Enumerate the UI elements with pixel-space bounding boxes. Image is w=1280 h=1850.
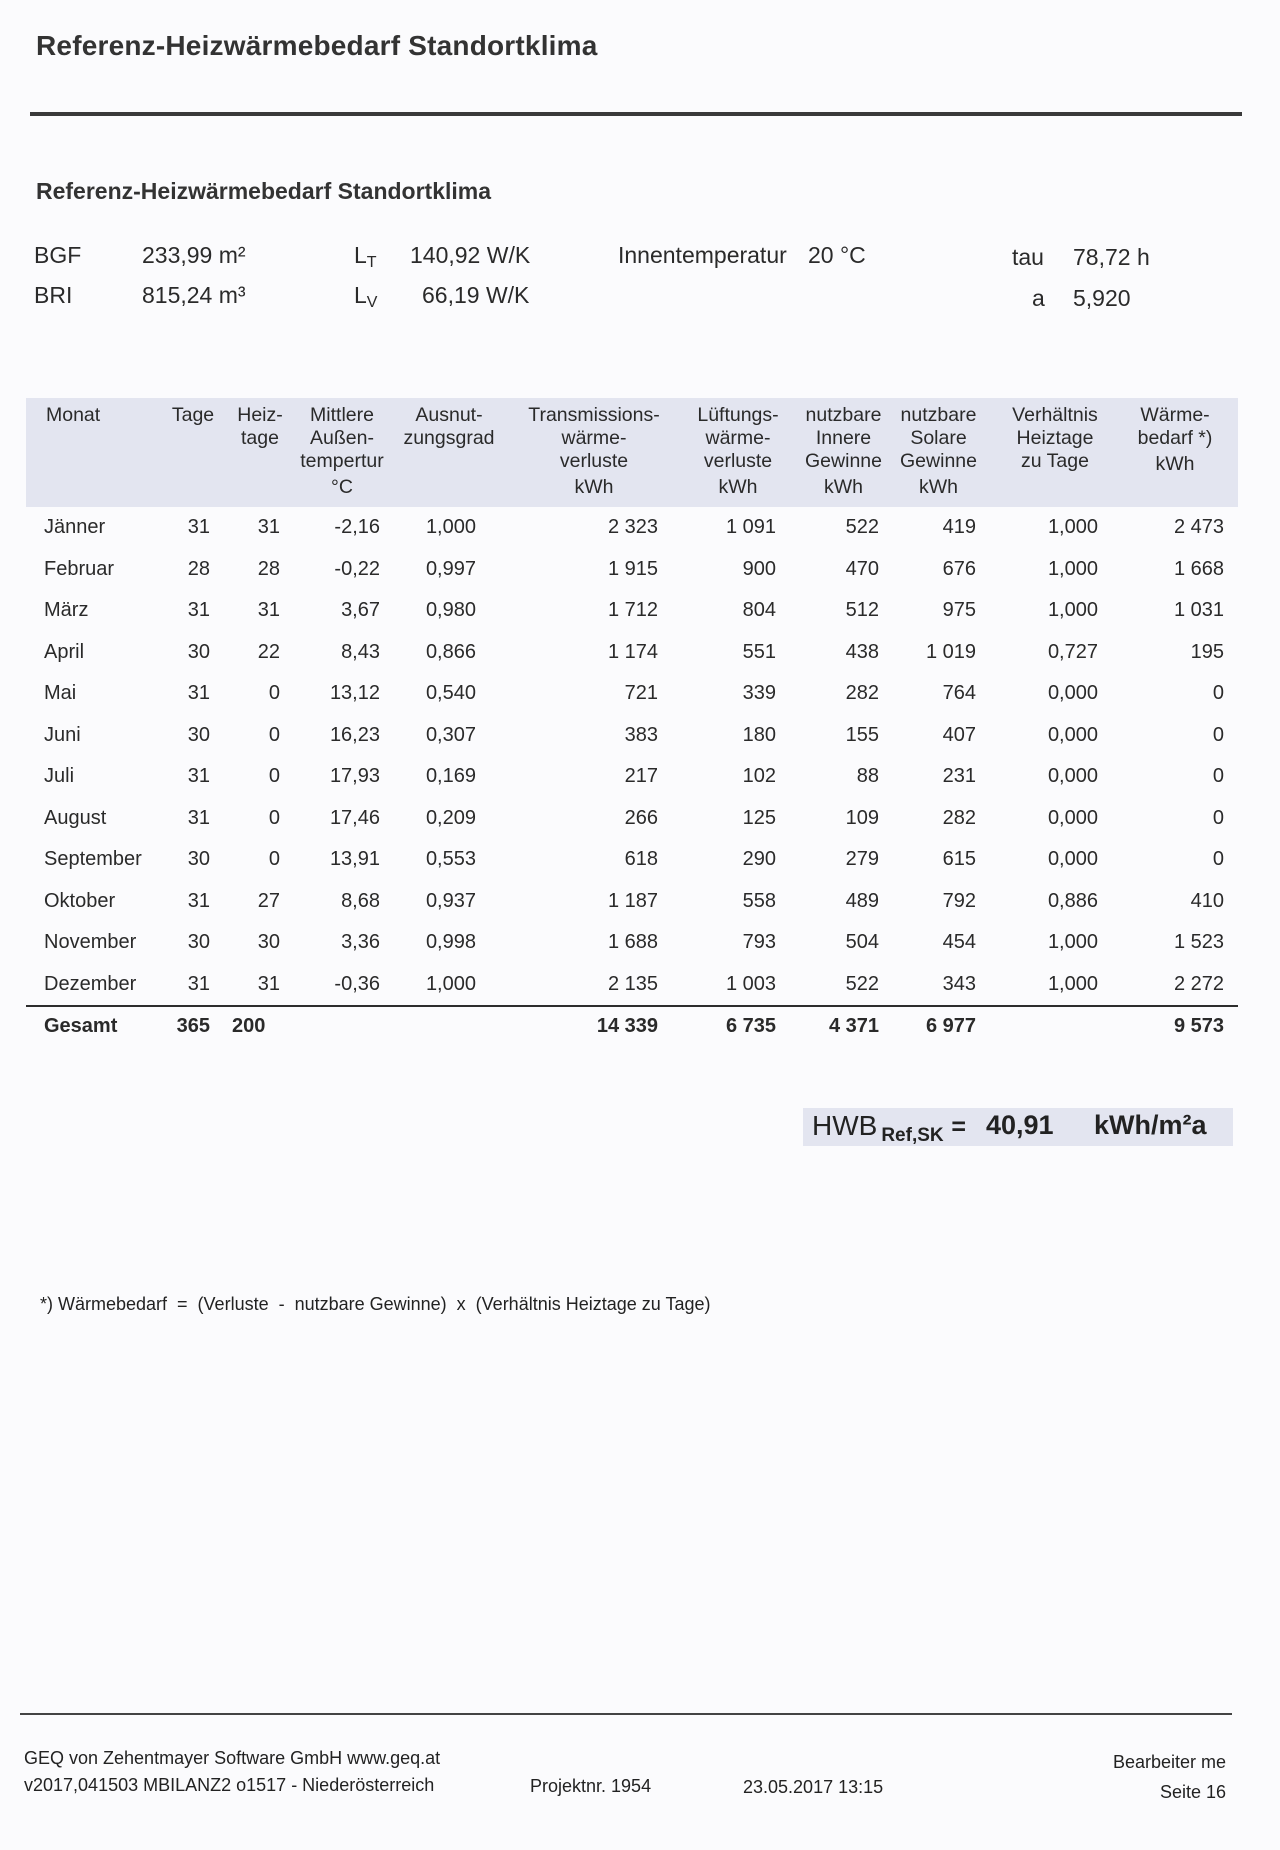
value-cell: 8,43 xyxy=(341,640,380,663)
column-header: Transmissions- wärme- verluste kWh xyxy=(508,398,680,507)
value-cell: 0,000 xyxy=(1047,806,1098,829)
bri-value: 815,24 m³ xyxy=(142,282,246,308)
value-cell: 1 688 xyxy=(607,931,658,954)
value-cell: 30 xyxy=(187,723,210,746)
table-row xyxy=(26,881,1238,923)
month-cell: April xyxy=(44,640,85,663)
value-cell: 31 xyxy=(257,516,280,539)
footer-divider xyxy=(20,1713,1232,1715)
table-row xyxy=(26,715,1238,757)
value-cell: 22 xyxy=(257,640,280,663)
title-divider xyxy=(30,112,1242,116)
value-cell: 558 xyxy=(742,889,776,912)
value-cell: 1,000 xyxy=(1047,557,1098,580)
value-cell: 31 xyxy=(187,806,210,829)
value-cell: 125 xyxy=(742,806,776,829)
value-cell: 793 xyxy=(742,931,776,954)
month-cell: November xyxy=(44,931,137,954)
table-body xyxy=(26,507,1238,1045)
value-cell: 1,000 xyxy=(1047,972,1098,995)
value-cell: 102 xyxy=(742,765,776,788)
value-cell: 1 523 xyxy=(1173,931,1224,954)
value-cell: 721 xyxy=(624,682,658,705)
value-cell: 522 xyxy=(845,516,879,539)
footer-page-number: Seite 16 xyxy=(1159,1782,1226,1802)
value-cell: 28 xyxy=(187,557,210,580)
value-cell: 88 xyxy=(856,765,879,788)
value-cell: 0 xyxy=(1212,723,1224,746)
value-cell: 0,000 xyxy=(1047,723,1098,746)
total-value: 4 371 xyxy=(796,1006,891,1045)
month-cell: Juni xyxy=(44,723,81,746)
value-cell: 3,67 xyxy=(341,599,380,622)
month-cell: Jänner xyxy=(44,516,106,539)
value-cell: 266 xyxy=(624,806,658,829)
value-cell: 282 xyxy=(942,806,976,829)
value-cell: 0,727 xyxy=(1047,640,1098,663)
a-label: a xyxy=(1032,285,1045,311)
value-cell: 17,46 xyxy=(329,806,380,829)
value-cell: 13,12 xyxy=(329,682,380,705)
tau-value: 78,72 h xyxy=(1073,244,1150,270)
value-cell: 0 xyxy=(268,806,280,829)
value-cell: 0,307 xyxy=(425,723,476,746)
value-cell: 489 xyxy=(845,889,879,912)
month-cell: Februar xyxy=(44,557,115,580)
value-cell: 31 xyxy=(187,765,210,788)
footer-version: v2017,041503 MBILANZ2 o1517 - Niederösterreich xyxy=(24,1775,435,1795)
value-cell: 1 091 xyxy=(725,516,776,539)
value-cell: 0 xyxy=(1212,848,1224,871)
value-cell: 16,23 xyxy=(329,723,380,746)
footer-datetime: 23.05.2017 13:15 xyxy=(743,1777,884,1797)
lt-value: 140,92 W/K xyxy=(410,242,531,268)
value-cell: 0,998 xyxy=(425,931,476,954)
value-cell: 2 473 xyxy=(1173,516,1224,539)
bgf-label: BGF xyxy=(34,242,82,268)
value-cell: 454 xyxy=(942,931,976,954)
total-value: 6 977 xyxy=(891,1006,986,1045)
value-cell: 279 xyxy=(845,848,879,871)
table-row xyxy=(26,507,1238,549)
column-header: Verhältnis Heiztage zu Tage xyxy=(986,398,1124,507)
value-cell: 30 xyxy=(187,931,210,954)
value-cell: 975 xyxy=(942,599,976,622)
value-cell: 522 xyxy=(845,972,879,995)
hwb-label: HWB $_{Ref,SK}$ = xyxy=(812,1110,967,1146)
value-cell: 1 174 xyxy=(607,640,658,663)
table-row xyxy=(26,673,1238,715)
value-cell: 0,169 xyxy=(425,765,476,788)
footer-editor: Bearbeiter me xyxy=(1112,1752,1226,1772)
value-cell: 0 xyxy=(268,848,280,871)
value-cell: 27 xyxy=(257,889,280,912)
value-cell: 0,866 xyxy=(425,640,476,663)
value-cell: 0,553 xyxy=(425,848,476,871)
value-cell: 31 xyxy=(187,682,210,705)
value-cell: 764 xyxy=(942,682,976,705)
value-cell: 1 031 xyxy=(1173,599,1224,622)
value-cell: 217 xyxy=(624,765,658,788)
value-cell: 804 xyxy=(742,599,776,622)
value-cell: 0,886 xyxy=(1047,889,1098,912)
value-cell: 290 xyxy=(742,848,776,871)
value-cell: 512 xyxy=(845,599,879,622)
month-cell: März xyxy=(44,599,89,622)
table-header-row xyxy=(26,398,1238,507)
column-header: Monat xyxy=(26,398,160,507)
value-cell: 231 xyxy=(942,765,976,788)
value-cell: 0,980 xyxy=(425,599,476,622)
value-cell: 792 xyxy=(942,889,976,912)
column-header: Lüftungs- wärme- verluste kWh xyxy=(680,398,796,507)
value-cell: 615 xyxy=(942,848,976,871)
month-cell: September xyxy=(44,848,142,871)
table-row xyxy=(26,756,1238,798)
column-header: Mittlere Außen- tempertur °C xyxy=(294,398,390,507)
value-cell: 0,540 xyxy=(425,682,476,705)
value-cell: 1 019 xyxy=(925,640,976,663)
value-cell: 410 xyxy=(1190,889,1224,912)
value-cell: 0 xyxy=(268,723,280,746)
bgf-value: 233,99 m² xyxy=(142,242,246,268)
value-cell: 282 xyxy=(845,682,879,705)
lv-value: 66,19 W/K xyxy=(422,282,530,308)
value-cell: 0 xyxy=(1212,765,1224,788)
footer-company: GEQ von Zehentmayer Software GmbH www.geq.at xyxy=(24,1748,441,1768)
value-cell: 1 003 xyxy=(725,972,776,995)
column-header: Wärme- bedarf *) kWh xyxy=(1124,398,1238,507)
value-cell: 504 xyxy=(845,931,879,954)
table-row xyxy=(26,590,1238,632)
month-cell: Oktober xyxy=(44,889,116,912)
value-cell: -0,36 xyxy=(334,972,380,995)
value-cell: 2 135 xyxy=(607,972,658,995)
value-cell: 31 xyxy=(187,599,210,622)
value-cell: 180 xyxy=(742,723,776,746)
value-cell: 0,997 xyxy=(425,557,476,580)
value-cell: 551 xyxy=(742,640,776,663)
value-cell: 1 187 xyxy=(607,889,658,912)
value-cell: 339 xyxy=(742,682,776,705)
lv-label: LV xyxy=(354,282,378,311)
page-title: Referenz-Heizwärmebedarf Standortklima xyxy=(36,30,598,61)
table-row xyxy=(26,839,1238,881)
table-row xyxy=(26,798,1238,840)
column-header: Ausnut- zungsgrad xyxy=(390,398,508,507)
value-cell: 8,68 xyxy=(341,889,380,912)
value-cell: 0,000 xyxy=(1047,682,1098,705)
value-cell: 30 xyxy=(187,640,210,663)
total-value: 200 xyxy=(226,1006,294,1045)
total-value: 14 339 xyxy=(508,1006,680,1045)
a-value: 5,920 xyxy=(1073,285,1131,311)
value-cell: 30 xyxy=(187,848,210,871)
value-cell: 13,91 xyxy=(329,848,380,871)
bri-label: BRI xyxy=(34,282,73,308)
innentemperatur-value: 20 °C xyxy=(808,242,866,268)
column-header: Heiz- tage xyxy=(226,398,294,507)
tau-label: tau xyxy=(1012,244,1044,270)
column-header: nutzbare Solare Gewinne kWh xyxy=(891,398,986,507)
value-cell: 0,000 xyxy=(1047,848,1098,871)
value-cell: 1,000 xyxy=(1047,599,1098,622)
total-value: 365 xyxy=(160,1006,226,1045)
value-cell: 676 xyxy=(942,557,976,580)
value-cell: 195 xyxy=(1190,640,1224,663)
value-cell: 0 xyxy=(1212,806,1224,829)
value-cell: 438 xyxy=(845,640,879,663)
value-cell: 155 xyxy=(845,723,879,746)
month-cell: Mai xyxy=(44,682,77,705)
total-value xyxy=(986,1006,1124,1045)
value-cell: 31 xyxy=(257,599,280,622)
value-cell: 31 xyxy=(257,972,280,995)
section-title: Referenz-Heizwärmebedarf Standortklima xyxy=(36,178,492,204)
table-row xyxy=(26,922,1238,964)
value-cell: 31 xyxy=(187,516,210,539)
value-cell: 30 xyxy=(257,931,280,954)
total-label: Gesamt xyxy=(26,1006,160,1045)
value-cell: 28 xyxy=(257,557,280,580)
value-cell: 1 712 xyxy=(607,599,658,622)
value-cell: 1 668 xyxy=(1173,557,1224,580)
value-cell: 383 xyxy=(624,723,658,746)
value-cell: 0,000 xyxy=(1047,765,1098,788)
month-cell: Dezember xyxy=(44,972,137,995)
footnote: *) Wärmebedarf = (Verluste - nutzbare Gewinne) x (Verhältnis Heiztage zu Tage) xyxy=(40,1294,711,1314)
column-header: nutzbare Innere Gewinne kWh xyxy=(796,398,891,507)
lt-label: LT xyxy=(354,242,377,271)
value-cell: 1,000 xyxy=(1047,516,1098,539)
value-cell: 3,36 xyxy=(341,931,380,954)
value-cell: 0,209 xyxy=(425,806,476,829)
innentemperatur-label: Innentemperatur xyxy=(618,242,787,268)
value-cell: 0 xyxy=(268,765,280,788)
value-cell: 0 xyxy=(1212,682,1224,705)
value-cell: 2 323 xyxy=(607,516,658,539)
value-cell: 31 xyxy=(187,889,210,912)
value-cell: -0,22 xyxy=(334,557,380,580)
value-cell: 470 xyxy=(845,557,879,580)
value-cell: 109 xyxy=(845,806,879,829)
month-cell: Juli xyxy=(44,765,75,788)
value-cell: 1 915 xyxy=(607,557,658,580)
value-cell: 407 xyxy=(942,723,976,746)
value-cell: -2,16 xyxy=(334,516,380,539)
value-cell: 1,000 xyxy=(425,516,476,539)
footer-project-number: Projektnr. 1954 xyxy=(530,1776,652,1796)
value-cell: 419 xyxy=(942,516,976,539)
value-cell: 0 xyxy=(268,682,280,705)
value-cell: 1,000 xyxy=(1047,931,1098,954)
total-value xyxy=(294,1006,390,1045)
total-value: 9 573 xyxy=(1124,1006,1238,1045)
hwb-unit: kWh/m²a xyxy=(1094,1110,1207,1140)
value-cell: 1,000 xyxy=(425,972,476,995)
total-value xyxy=(390,1006,508,1045)
value-cell: 618 xyxy=(624,848,658,871)
hwb-value: 40,91 xyxy=(986,1110,1054,1140)
table-row xyxy=(26,964,1238,1007)
value-cell: 0,937 xyxy=(425,889,476,912)
total-value: 6 735 xyxy=(680,1006,796,1045)
value-cell: 900 xyxy=(742,557,776,580)
month-cell: August xyxy=(44,806,107,829)
value-cell: 2 272 xyxy=(1173,972,1224,995)
total-row xyxy=(26,1006,1238,1045)
monthly-balance-table xyxy=(26,398,1238,1045)
column-header: Tage xyxy=(160,398,226,507)
table-row xyxy=(26,549,1238,591)
value-cell: 17,93 xyxy=(329,765,380,788)
value-cell: 31 xyxy=(187,972,210,995)
value-cell: 343 xyxy=(942,972,976,995)
table-row xyxy=(26,632,1238,674)
